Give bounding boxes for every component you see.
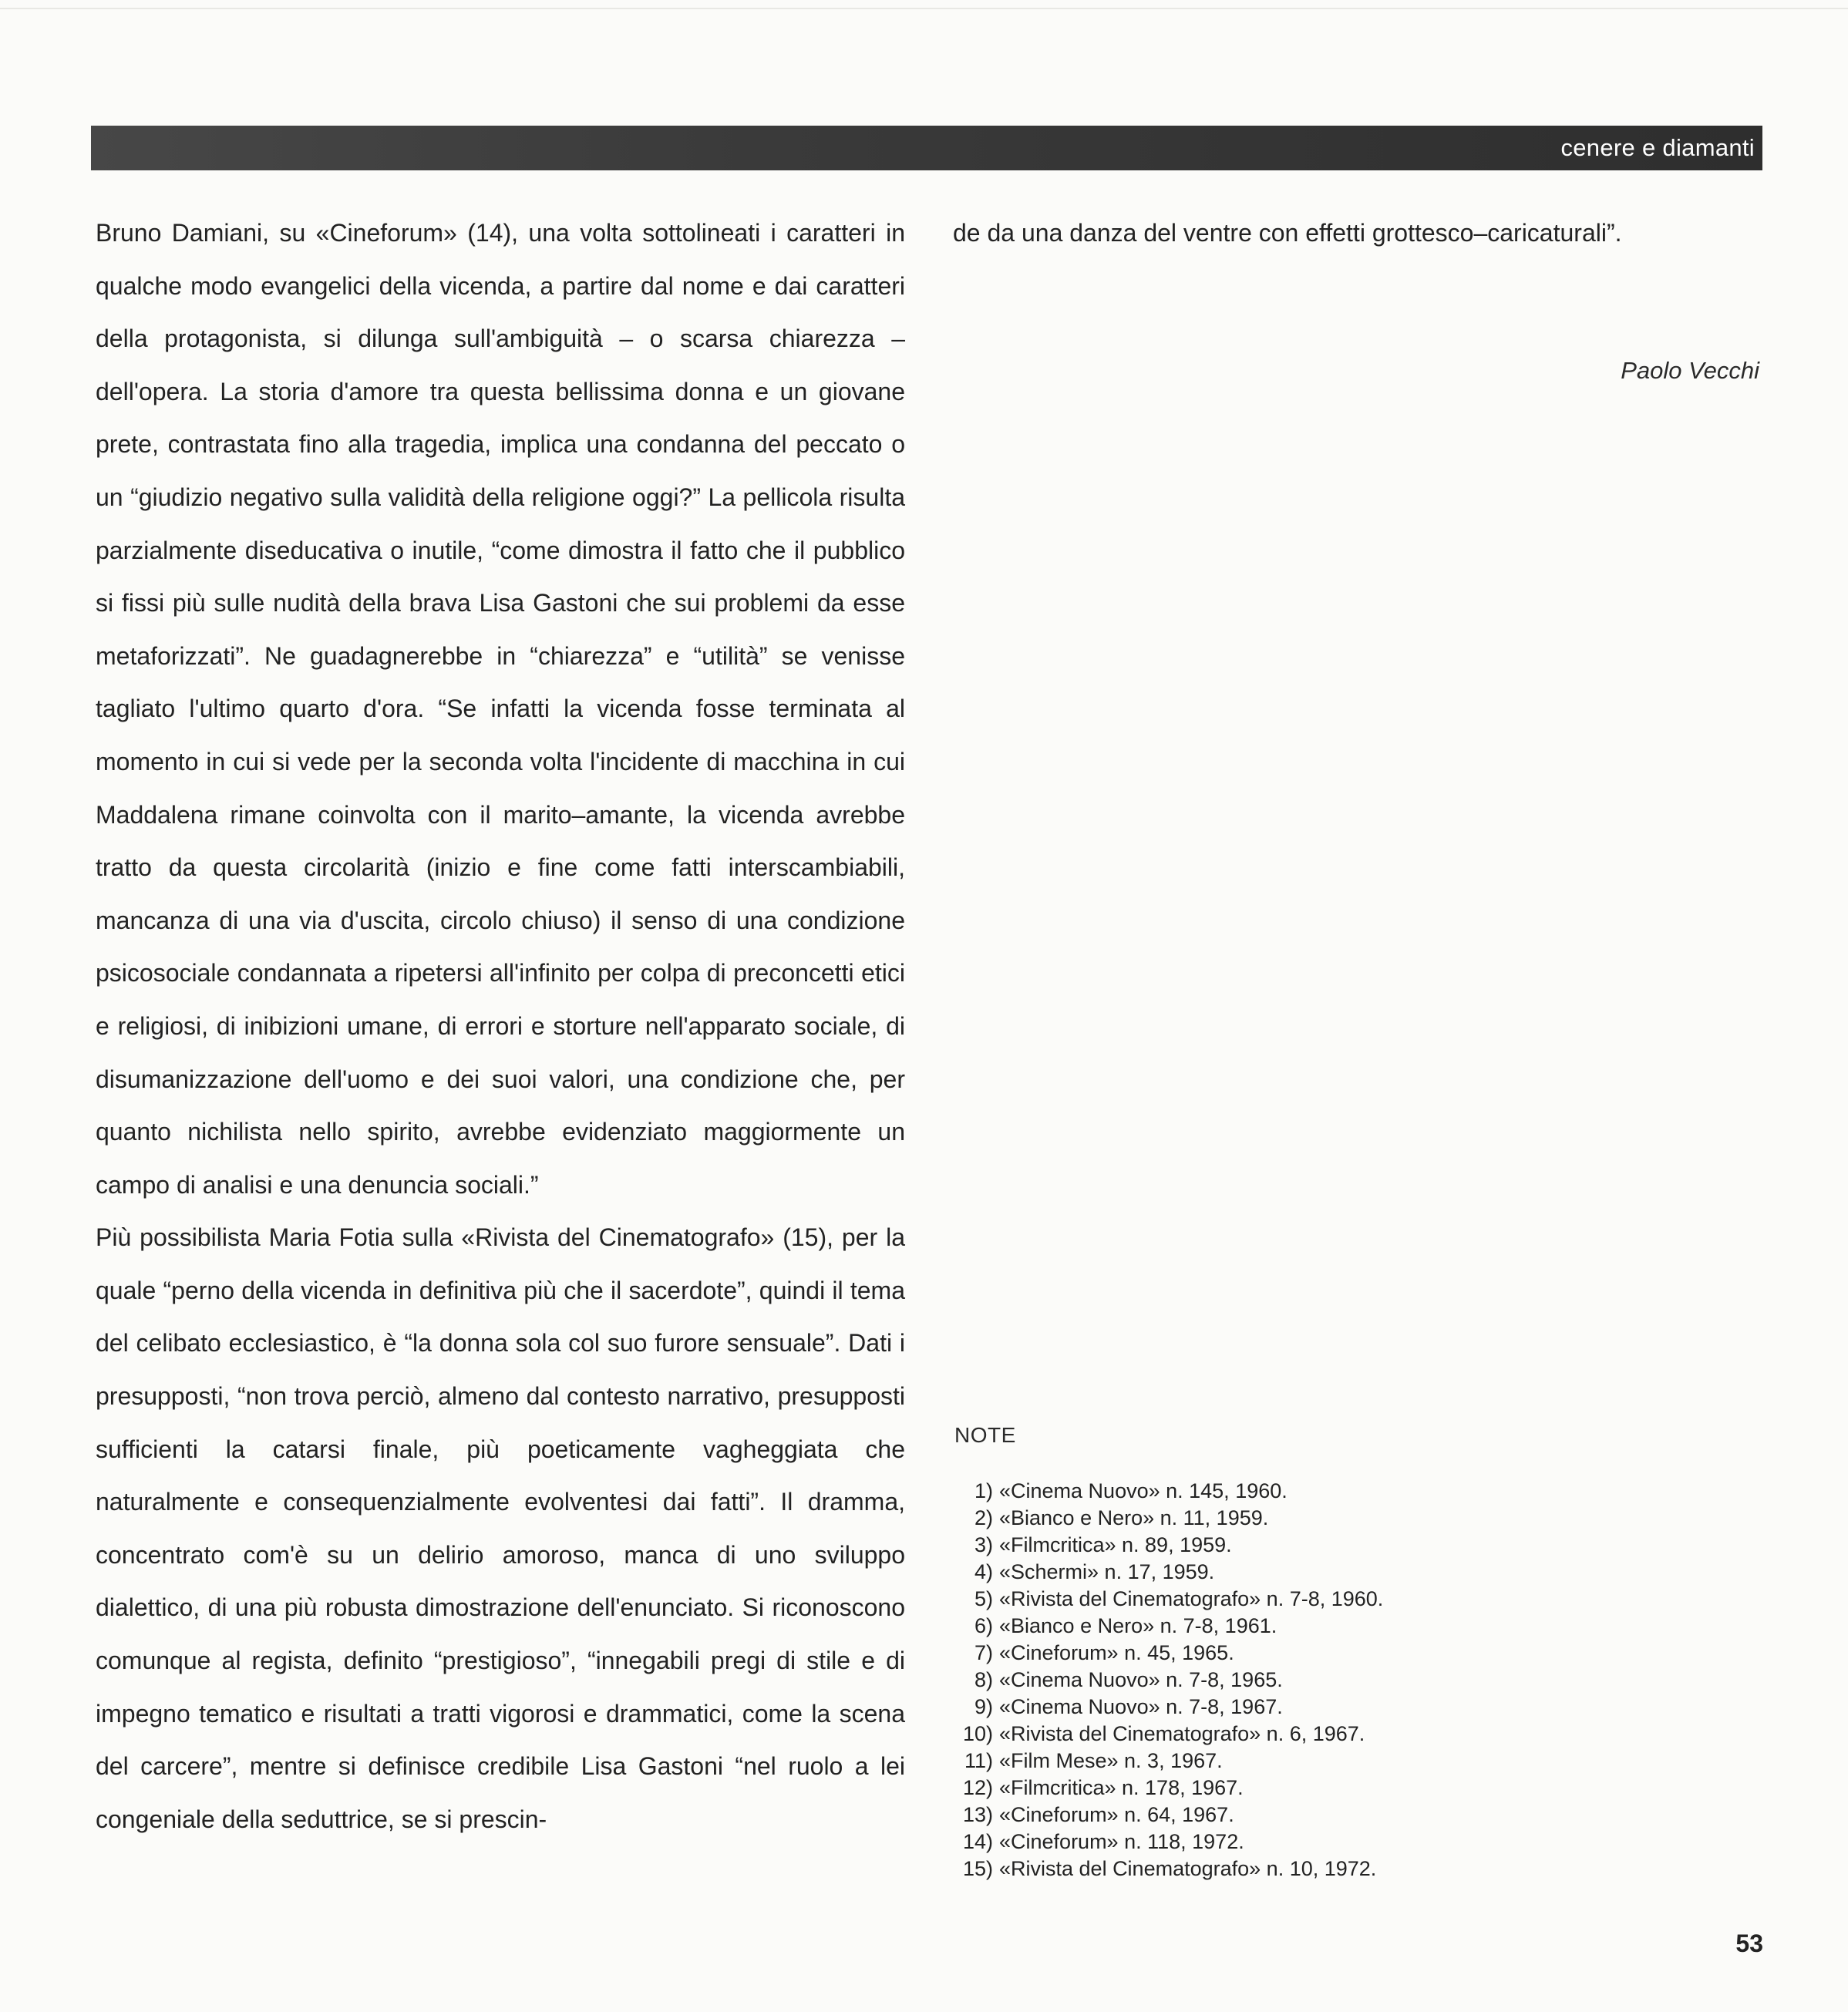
- page-number: 53: [1735, 1930, 1763, 1957]
- note-text: «Rivista del Cinematografo» n. 10, 1972.: [999, 1857, 1377, 1880]
- note-item: [954, 1640, 1383, 1667]
- note-number: 12): [962, 1776, 993, 1799]
- right-text-column: [953, 207, 1759, 260]
- note-number: 7): [974, 1641, 993, 1664]
- note-number: 13): [962, 1803, 993, 1826]
- note-number: 10): [962, 1722, 993, 1745]
- page-top-rule: [0, 8, 1848, 9]
- note-item: [954, 1586, 1383, 1613]
- note-number: 6): [974, 1614, 993, 1637]
- note-number: 8): [974, 1668, 993, 1691]
- note-text: «Bianco e Nero» n. 11, 1959.: [999, 1506, 1269, 1529]
- note-item: [954, 1613, 1383, 1640]
- note-item: [954, 1775, 1383, 1802]
- body-paragraph-2: Più possibilista Maria Fotia sulla «Rivista del Cinematografo» (15), per la quale “perno della vicenda in definitiva più che il sacerdote”, quindi il tema del celibato ecclesiastico, è “la donna sola col suo furore sensuale”. Dati i presupposti, “non trova perciò, almeno dal contesto narrativo, presupposti sufficienti la catarsi finale, più poeticamente vagheggiata che naturalmente e consequenzialmente evolventesi dai fatti”. Il dramma, concentrato com'è su un delirio amoroso, manca di uno sviluppo dialettico, di una più robusta dimostrazione dell'enunciato. Si riconoscono comunque al regista, definito “prestigioso”, “innegabili pregi di stile e di impegno tematico e risultati a tratti vigorosi e drammatici, come la scena del carcere”, mentre si definisce credibile Lisa Gastoni “nel ruolo a lei congeniale della seduttrice, se si prescin-: [96, 1223, 905, 1833]
- note-text: «Bianco e Nero» n. 7-8, 1961.: [999, 1614, 1277, 1637]
- note-number: 5): [974, 1587, 993, 1610]
- note-item: [954, 1721, 1383, 1748]
- note-number: 14): [962, 1830, 993, 1853]
- note-item: [954, 1478, 1383, 1505]
- note-text: «Cineforum» n. 45, 1965.: [999, 1641, 1234, 1664]
- note-text: «Film Mese» n. 3, 1967.: [999, 1749, 1223, 1772]
- note-number: 3): [974, 1533, 993, 1556]
- note-number: 4): [974, 1560, 993, 1583]
- note-text: «Rivista del Cinematografo» n. 6, 1967.: [999, 1722, 1365, 1745]
- notes-heading: NOTE: [954, 1423, 1016, 1447]
- section-header-bar: [91, 126, 1762, 170]
- note-number: 2): [974, 1506, 993, 1529]
- note-text: «Filmcritica» n. 89, 1959.: [999, 1533, 1232, 1556]
- note-text: «Cinema Nuovo» n. 7-8, 1967.: [999, 1695, 1283, 1718]
- note-number: 9): [974, 1695, 993, 1718]
- note-number: 1): [974, 1479, 993, 1502]
- note-text: «Cineforum» n. 64, 1967.: [999, 1803, 1234, 1826]
- notes-list: [954, 1478, 1383, 1882]
- note-item: [954, 1505, 1383, 1532]
- note-text: «Cinema Nuovo» n. 7-8, 1965.: [999, 1668, 1283, 1691]
- note-item: [954, 1559, 1383, 1586]
- note-text: «Cinema Nuovo» n. 145, 1960.: [999, 1479, 1288, 1502]
- note-item: [954, 1532, 1383, 1559]
- note-text: «Rivista del Cinematografo» n. 7-8, 1960.: [999, 1587, 1384, 1610]
- note-text: «Schermi» n. 17, 1959.: [999, 1560, 1215, 1583]
- body-paragraph-1: Bruno Damiani, su «Cineforum» (14), una volta sottolineati i caratteri in qualche modo evangelici della vicenda, a partire dal nome e dai caratteri della protagonista, si dilunga sull'ambiguità – o scarsa chiarezza – dell'opera. La storia d'amore tra questa bellissima donna e un giovane prete, contrastata fino alla tragedia, implica una condanna del peccato o un “giudizio negativo sulla validità della religione oggi?” La pellicola risulta parzialmente diseducativa o inutile, “come dimostra il fatto che il pubblico si fissi più sulle nudità della brava Lisa Gastoni che sui problemi da esse metaforizzati”. Ne guadagnerebbe in “chiarezza” e “utilità” se venisse tagliato l'ultimo quarto d'ora. “Se infatti la vicenda fosse terminata al momento in cui si vede per la seconda volta l'incidente di macchina in cui Maddalena rimane coinvolta con il marito–amante, la vicenda avrebbe tratto da questa circolarità (inizio e fine come fatti interscambiabili, mancanza di una via d'uscita, circolo chiuso) il senso di una condizione psicosociale condannata a ripetersi all'infinito per colpa di preconcetti etici e religiosi, di inibizioni umane, di errori e storture nell'apparato sociale, di disumanizzazione dell'uomo e dei suoi valori, una condizione che, per quanto nichilista nello spirito, avrebbe evidenziato maggiormente un campo di analisi e una denuncia sociali.”: [96, 219, 905, 1199]
- note-item: [954, 1829, 1383, 1856]
- note-item: [954, 1694, 1383, 1721]
- note-number: 11): [964, 1749, 993, 1772]
- continuation-paragraph: de da una danza del ventre con effetti grottesco–caricaturali”.: [953, 219, 1622, 247]
- note-item: [954, 1802, 1383, 1829]
- author-signature: Paolo Vecchi: [1621, 357, 1759, 384]
- left-text-column: [96, 207, 905, 1845]
- note-number: 15): [962, 1857, 993, 1880]
- note-text: «Cineforum» n. 118, 1972.: [999, 1830, 1244, 1853]
- note-text: «Filmcritica» n. 178, 1967.: [999, 1776, 1244, 1799]
- note-item: [954, 1667, 1383, 1694]
- note-item: [954, 1856, 1383, 1882]
- section-title: cenere e diamanti: [1560, 134, 1755, 161]
- note-item: [954, 1748, 1383, 1775]
